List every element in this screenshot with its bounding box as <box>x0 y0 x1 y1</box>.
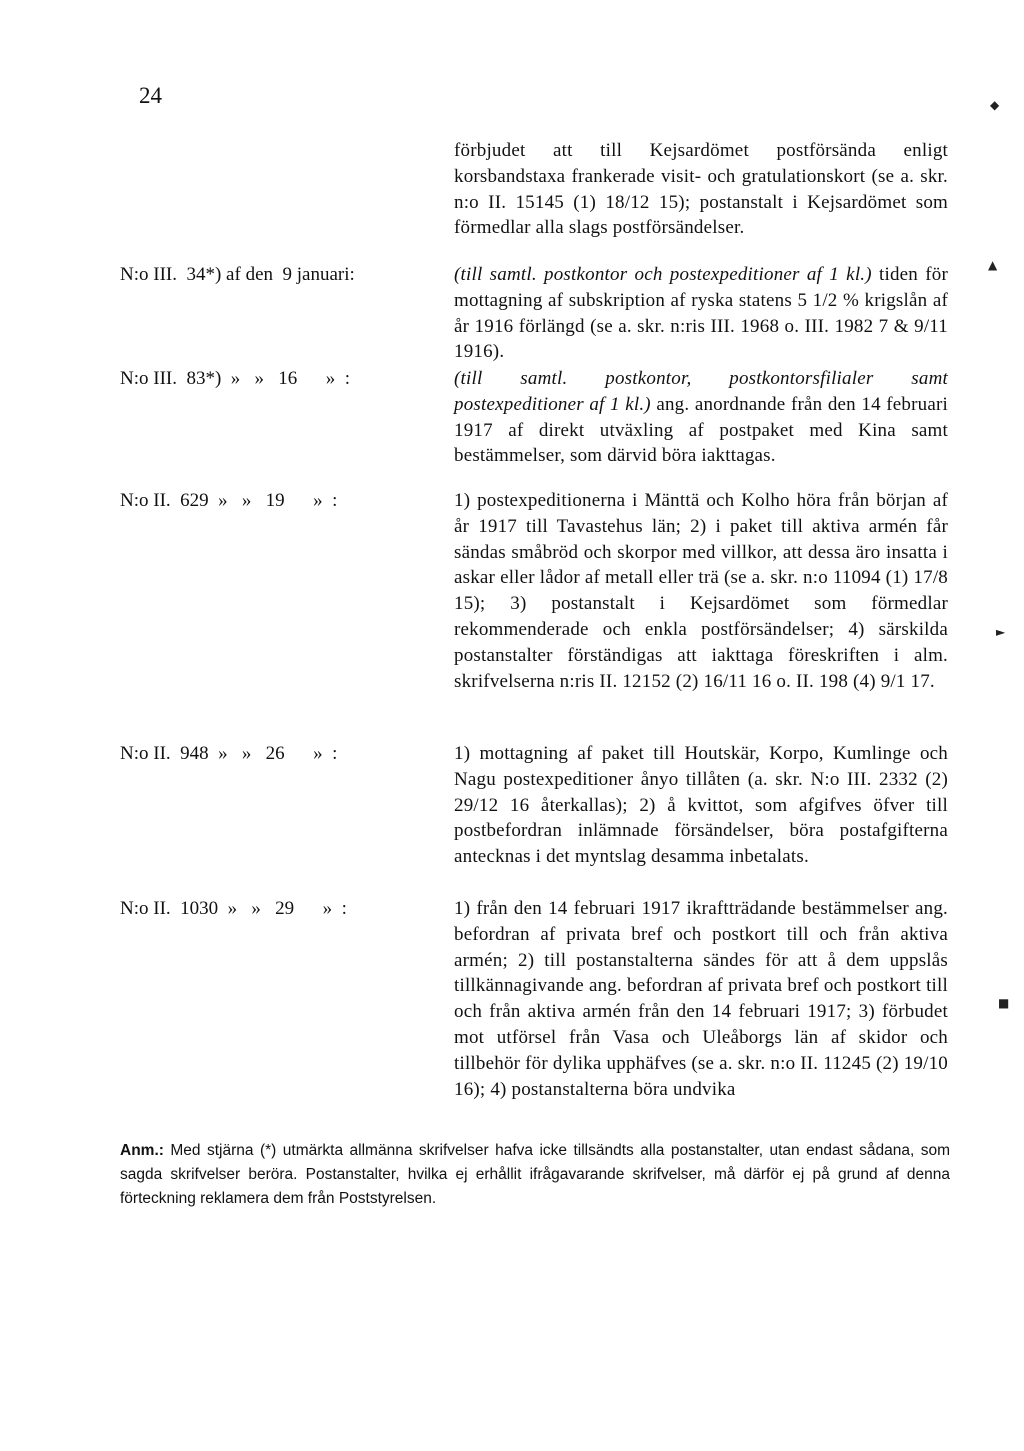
entry-reference: N:o II. 629 » » 19 » : <box>120 490 338 511</box>
entry-recipients: (till samtl. postkontor och postexpeditioner af 1 kl.) <box>454 264 872 285</box>
entry-recipients: (till samtl. postkontor, postkontorsfilialer samt postexpeditioner af 1 kl.) <box>454 368 948 415</box>
margin-mark: ◆ <box>990 98 1000 112</box>
entry-reference: N:o III. 83*) » » 16 » : <box>120 368 351 389</box>
footnote-label: Anm.: <box>120 1142 164 1159</box>
entry-reference: N:o II. 1030 » » 29 » : <box>120 898 347 919</box>
entry-body: 1) postexpeditionerna i Mänttä och Kolho höra från början af år 1917 till Tavastehus län; 2) i paket till aktiva armén får sändas småbröd och skorpor med villkor, att dessa äro insatta i askar eller lådor af metall eller trä (se a. skr. n:o 11094 (1) 17/8 15); 3) postanstalt i Kejsardömet som förmedlar rekommenderade och enkla postförsändelser; 4) särskilda postanstalter förständigas att iakttaga föreskriften i alm. skrifvelserna n:ris II. 12152 (2) 16/11 16 o. II. 198 (4) 9/1 17. <box>454 490 948 692</box>
margin-mark: ■ <box>998 996 1010 1010</box>
margin-mark: ► <box>996 625 1006 639</box>
entry-content: ang. anordnande från den 14 februari 1917 af direkt utväxling af postpaket med Kina samt bestämmelser, som därvid böra iakttagas. <box>454 393 948 467</box>
footnote <box>120 1139 950 1211</box>
page-number: 24 <box>139 83 162 108</box>
entry-reference: N:o III. 34*) af den 9 januari: <box>120 264 355 285</box>
footnote-text: Med stjärna (*) utmärkta allmänna skrifvelser hafva icke tillsändts alla postanstalter, utan endast sådana, som sagda skrifvelser beröra. Postanstalter, hvilka ej erhållit ifrågavarande skrifvelser, må därför ej på grund af denna förteckning reklamera dem från Poststyrelsen. <box>120 1142 950 1207</box>
entry-body: 1) mottagning af paket till Houtskär, Korpo, Kumlinge och Nagu postexpeditioner ånyo tillåten (a. skr. N:o III. 2332 (2) 29/12 16 återkallas); 2) å kvittot, som afgifves öfver till postbefordran inlämnade försändelser, böra postafgifterna antecknas i det myntslag desamma inbetalats. <box>454 743 948 868</box>
intro-paragraph: förbjudet att till Kejsardömet postförsända enligt korsbandstaxa frankerade visit- och gratulationskort (se a. skr. n:o II. 15145 (1) 18/12 15); postanstalt i Kejsardömet som förmedlar alla slags postförsändelser. <box>454 140 948 239</box>
entry-body <box>454 262 948 365</box>
entry-reference: N:o II. 948 » » 26 » : <box>120 743 338 764</box>
entry-body <box>454 366 948 469</box>
margin-mark: ▲ <box>988 258 998 272</box>
entry-content: tiden för mottagning af subskription af ryska statens 5 1/2 % krigslån af år 1916 förlängd (se a. skr. n:ris III. 1968 o. III. 1982 7 & 9/11 1916). <box>454 264 948 363</box>
entry-body: 1) från den 14 februari 1917 ikraftträdande bestämmelser ang. befordran af privata bref och postkort till och från aktiva armén; 2) till postanstalterna sändes för att å dem uppslås tillkännagivande ang. befordran af privata bref och postkort till och från aktiva armén från den 14 februari 1917; 3) förbudet mot utförsel från Vasa och Uleåborgs län af skidor och tillbehör för dylika upphäfves (se a. skr. n:o II. 11245 (2) 19/10 16); 4) postanstalterna böra undvika <box>454 898 948 1100</box>
